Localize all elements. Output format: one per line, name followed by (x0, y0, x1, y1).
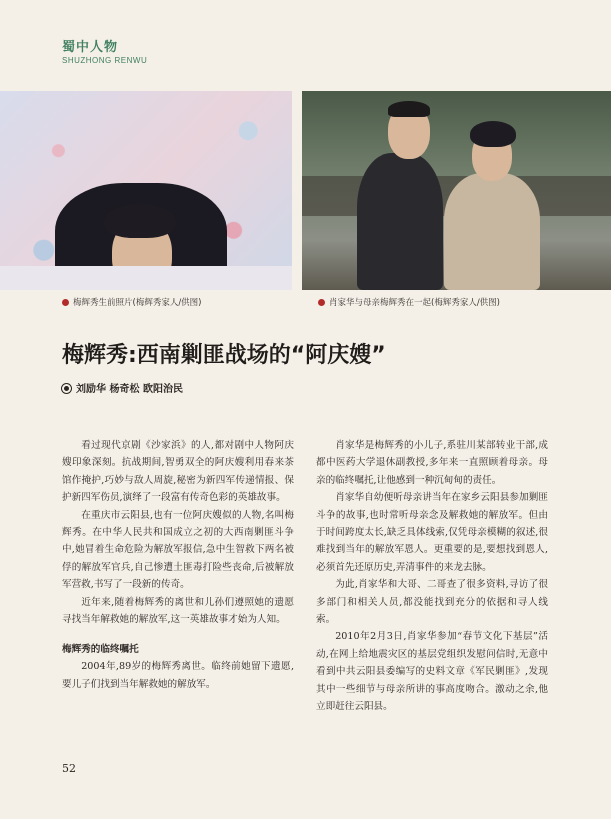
paragraph: 2010年2月3日,肖家华参加“春节文化下基层”活动,在网上给地震灾区的基层党组织发慰问信时,无意中看到中共云阳县委编写的史料文章《军民剿匪》,发现其中一些细节与母亲所讲的事高度吻合。激动之余,他立即赶往云阳县。 (316, 631, 548, 713)
author-bullet-icon (62, 384, 71, 393)
caption-bullet-icon (62, 299, 69, 306)
paragraph: 为此,肖家华和大哥、二哥查了很多资料,寻访了很多部门和相关人员,都没能找到充分的依据和寻人线索。 (316, 579, 548, 626)
section-title-en: SHUZHONG RENWU (62, 56, 148, 65)
paragraph: 2004年,89岁的梅辉秀离世。临终前她留下遗愿,要儿子们找到当年解救她的解放军。 (62, 661, 294, 690)
paragraph: 近年来,随着梅辉秀的离世和儿孙们遵照她的遗愿寻找当年解救她的解放军,这一英雄故事才始为人知。 (62, 596, 294, 626)
photo-xiao-jiahua-with-mother (302, 91, 611, 290)
paragraph: 肖家华是梅辉秀的小儿子,系驻川某部转业干部,成都中医药大学退休副教授,多年来一直照顾着母亲。母亲的临终嘱托,让他感到一种沉甸甸的责任。 (316, 440, 548, 486)
left-column (62, 437, 294, 693)
caption-left-text: 梅辉秀生前照片(梅辉秀家人/供图) (73, 298, 202, 308)
page-number: 52 (62, 762, 76, 775)
section-header (62, 36, 147, 65)
caption-right-text: 肖家华与母亲梅辉秀在一起(梅辉秀家人/供图) (329, 298, 500, 308)
paragraph: 在重庆市云阳县,也有一位阿庆嫂似的人物,名叫梅辉秀。在中华人民共和国成立之初的大西南剿匪斗争中,她冒着生命危险为解放军报信,急中生智救下两名被俘的解放军官兵,自己惨遭土匪毒打险些丧命,后被解放军营救,书写了一段新的传奇。 (62, 509, 294, 591)
right-column (316, 437, 548, 716)
caption-bullet-icon (318, 299, 325, 306)
paragraph: 看过现代京剧《沙家浜》的人,都对剧中人物阿庆嫂印象深刻。抗战期间,智勇双全的阿庆嫂利用春来茶馆作掩护,巧妙与敌人周旋,秘密为新四军传递情报、保护新四军伤员,演绎了一段富有传奇色彩的英雄故事。 (62, 440, 294, 504)
author-names: 刘励华 杨奇松 欧阳治民 (76, 384, 183, 395)
article-authors (62, 380, 183, 395)
subheading: 梅辉秀的临终嘱托 (62, 644, 139, 656)
caption-right (318, 296, 500, 308)
section-title-zh: 蜀中人物 (62, 40, 119, 55)
photo-mei-huixiu-portrait (0, 91, 292, 290)
paragraph: 肖家华自幼便听母亲讲当年在家乡云阳县参加剿匪斗争的故事,也时常听母亲念及解救她的解放军。但由于时间跨度太长,缺乏具体线索,仅凭母亲模糊的叙述,很难找到当年的解放军恩人。更重要的是,要想找到恩人,必须首先还原历史,弄清事件的来龙去脉。 (316, 492, 548, 573)
article-title: 梅辉秀:西南剿匪战场的“阿庆嫂” (62, 343, 386, 368)
caption-left (62, 296, 202, 308)
